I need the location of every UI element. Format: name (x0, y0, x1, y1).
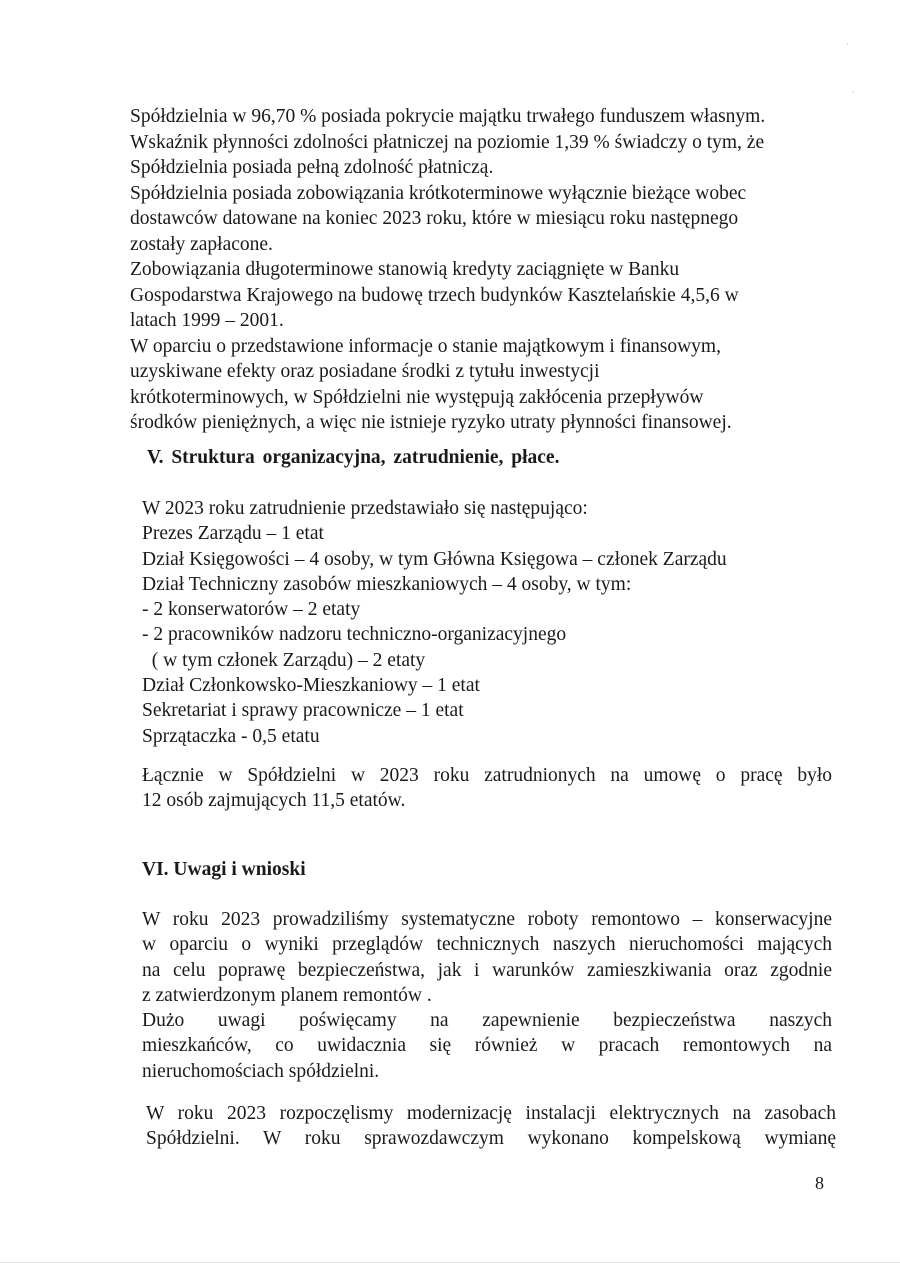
list-item: - 2 konserwatorów – 2 etaty (142, 599, 361, 621)
text-line: Spółdzielnia posiada pełną zdolność płatniczą. (130, 157, 494, 178)
text-line: W roku 2023 rozpoczęlismy modernizację instalacji elektrycznych na zasobach (146, 1103, 836, 1124)
text-line: nieruchomościach spółdzielni. (142, 1060, 380, 1082)
text-line: W oparciu o przedstawione informacje o stanie majątkowym i finansowym, (130, 335, 721, 357)
scan-artifact-mark: · (846, 40, 849, 49)
text-line: w oparciu o wyniki przeglądów technicznych naszych nieruchomości mających (142, 934, 832, 956)
list-item: Prezes Zarządu – 1 etat (142, 523, 324, 545)
list-item: Dział Księgowości – 4 osoby, w tym Główna Księgowa – członek Zarządu (142, 548, 727, 570)
page-number: 8 (815, 1173, 824, 1193)
text-line: latach 1999 – 2001. (130, 310, 284, 331)
text-line: mieszkańców, co uwidacznia się również w pracach remontowych na (142, 1035, 832, 1057)
text-line: środków pieniężnych, a więc nie istnieje ryzyko utraty płynności finansowej. (130, 412, 732, 433)
text-line: Łącznie w Spółdzielni w 2023 roku zatrudnionych na umowę o pracę było (142, 765, 832, 786)
remarks-paragraph (142, 907, 832, 1084)
text-line: uzyskiwane efekty oraz posiadane środki z tytułu inwestycji (130, 361, 600, 382)
section-heading-remarks: VI. Uwagi i wnioski (142, 859, 306, 880)
list-item: W 2023 roku zatrudnienie przedstawiało się następująco: (142, 498, 588, 519)
text-line: W roku 2023 prowadziliśmy systematyczne roboty remontowo – konserwacyjne (142, 909, 832, 930)
list-item: Sekretariat i sprawy pracownicze – 1 etat (142, 700, 464, 722)
modernization-paragraph (146, 1101, 836, 1152)
scan-artifact-mark: · (852, 88, 855, 97)
text-line: Wskaźnik płynności zdolności płatniczej na poziomie 1,39 % świadczy o tym, że (130, 131, 765, 153)
list-item: Dział Członkowsko-Mieszkaniowy – 1 etat (142, 675, 480, 697)
text-line: Spółdzielni. W roku sprawozdawczym wykonano kompelskową wymianę (146, 1128, 836, 1150)
text-line: Gospodarstwa Krajowego na budowę trzech budynków Kasztelańskie 4,5,6 w (130, 284, 739, 306)
text-line: Zobowiązania długoterminowe stanowią kredyty zaciągnięte w Banku (130, 259, 680, 280)
list-item: Sprzątaczka - 0,5 etatu (142, 725, 320, 747)
text-line: Spółdzielnia posiada zobowiązania krótkoterminowe wyłącznie bieżące wobec (130, 182, 747, 204)
list-item: ( w tym członek Zarządu) – 2 etaty (142, 649, 426, 671)
section-heading-structure: V. Struktura organizacyjna, zatrudnienie, płace. (147, 447, 560, 468)
text-line: Dużo uwagi poświęcamy na zapewnienie bezpieczeństwa naszych (142, 1010, 832, 1032)
employment-list (142, 496, 832, 749)
text-line: na celu poprawę bezpieczeństwa, jak i warunków zamieszkiwania oraz zgodnie (142, 959, 832, 981)
text-line: z zatwierdzonym planem remontów . (142, 984, 432, 1006)
text-line: dostawców datowane na koniec 2023 roku, które w miesiącu roku następnego (130, 208, 739, 229)
text-line: krótkoterminowych, w Spółdzielni nie występują zakłócenia przepływów (130, 386, 704, 408)
list-item: - 2 pracowników nadzoru techniczno-organizacyjnego (142, 624, 567, 646)
text-line: Spółdzielnia w 96,70 % posiada pokrycie majątku trwałego funduszem własnym. (130, 106, 766, 127)
employment-summary (142, 763, 832, 814)
financial-summary-paragraph (130, 104, 830, 436)
scan-edge-line (0, 1262, 900, 1263)
text-line: zostały zapłacone. (130, 233, 273, 255)
list-item: Dział Techniczny zasobów mieszkaniowych – 4 osoby, w tym: (142, 573, 632, 595)
text-line: 12 osób zajmujących 11,5 etatów. (142, 790, 406, 812)
